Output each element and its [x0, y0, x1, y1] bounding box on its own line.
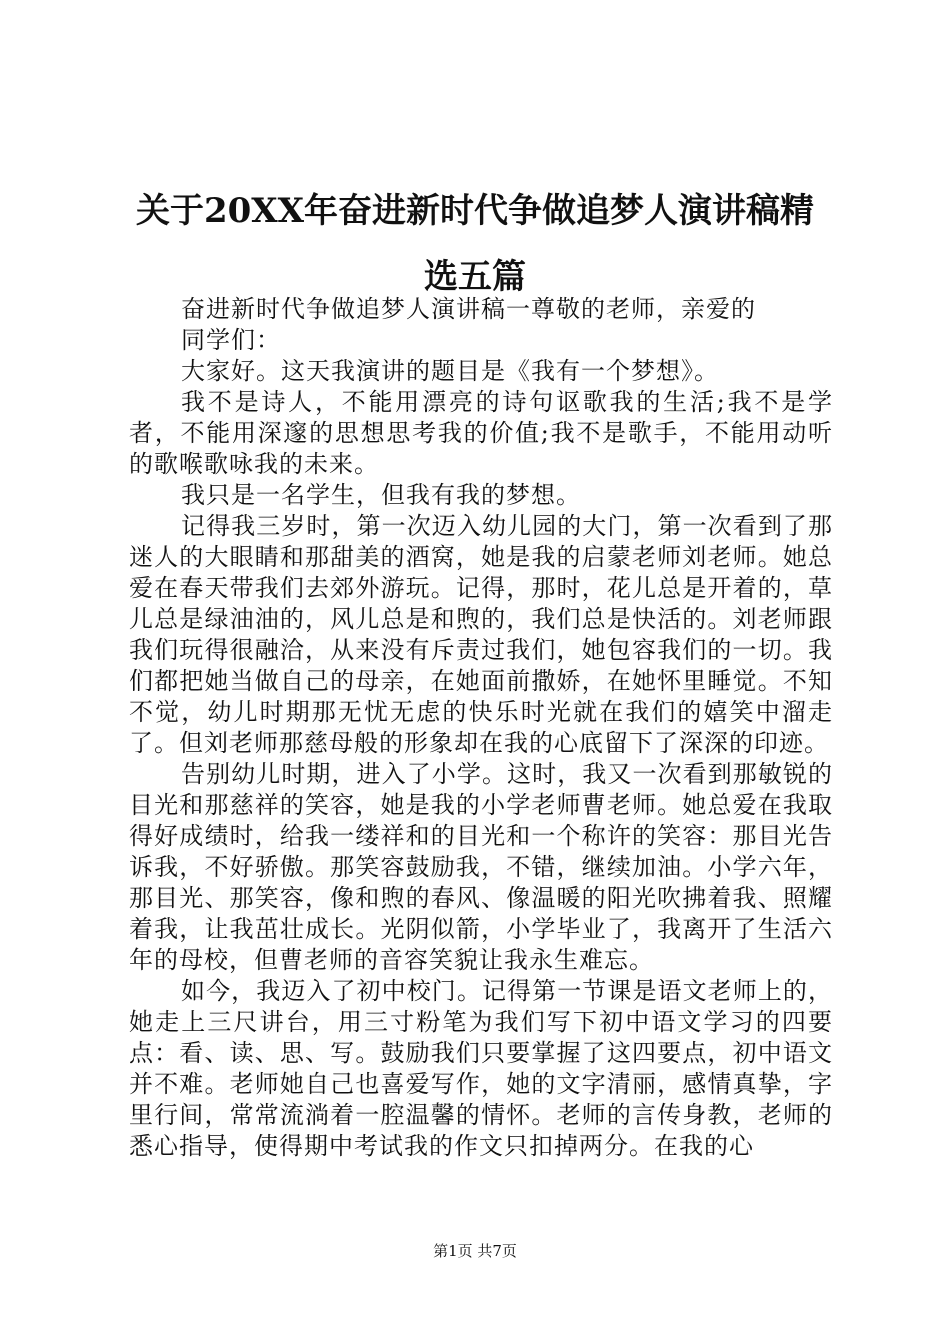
body-paragraph: 我只是一名学生，但我有我的梦想。 [181, 481, 581, 509]
body-paragraph: 记得我三岁时，第一次迈入幼儿园的大门，第一次看到了那迷人的大眼睛和那甜美的酒窝，她是我的启蒙老师刘老师。她总爱在春天带我们去郊外游玩。记得，那时，花儿总是开着的，草儿总是绿油油的，风儿总是和煦的，我们总是快活的。刘老师跟我们玩得很融洽，从来没有斥责过我们，她包容我们的一切。我们都把她当做自己的母亲，在她面前撒娇，在她怀里睡觉。不知不觉，幼儿时期那无忧无虑的快乐时光就在我们的嬉笑中溜走了。但刘老师那慈母般的形象却在我的心底留下了深深的印迹。 [129, 512, 833, 757]
intro-line: 同学们： [181, 326, 281, 354]
document-body [129, 294, 833, 1162]
intro-line: 奋进新时代争做追梦人演讲稿一尊敬的老师，亲爱的 [181, 295, 756, 323]
body-paragraph: 我不是诗人，不能用漂亮的诗句讴歌我的生活;我不是学者，不能用深邃的思想思考我的价值;我不是歌手，不能用动听的歌喉歌咏我的未来。 [129, 388, 833, 478]
body-paragraph: 告别幼儿时期，进入了小学。这时，我又一次看到那敏锐的目光和那慈祥的笑容，她是我的小学老师曹老师。她总爱在我取得好成绩时，给我一缕祥和的目光和一个称许的笑容：那目光告诉我，不好骄傲。那笑容鼓励我，不错，继续加油。小学六年，那目光、那笑容，像和煦的春风、像温暖的阳光吹拂着我、照耀着我，让我茁壮成长。光阴似箭，小学毕业了，我离开了生活六年的母校，但曹老师的音容笑貌让我永生难忘。 [129, 760, 833, 974]
document-title: 关于20XX年奋进新时代争做追梦人演讲稿精选五篇 [135, 191, 815, 297]
body-paragraph: 如今，我迈入了初中校门。记得第一节课是语文老师上的，她走上三尺讲台，用三寸粉笔为我们写下初中语文学习的四要点：看、读、思、写。鼓励我们只要掌握了这四要点，初中语文并不难。老师她自己也喜爱写作，她的文字清丽，感情真挚，字里行间，常常流淌着一腔温馨的情怀。老师的言传身教，老师的悉心指导，使得期中考试我的作文只扣掉两分。在我的心 [129, 977, 833, 1160]
page-footer: 第1页 共7页 [433, 1242, 517, 1260]
intro-line: 大家好。这天我演讲的题目是《我有一个梦想》。 [181, 357, 719, 385]
